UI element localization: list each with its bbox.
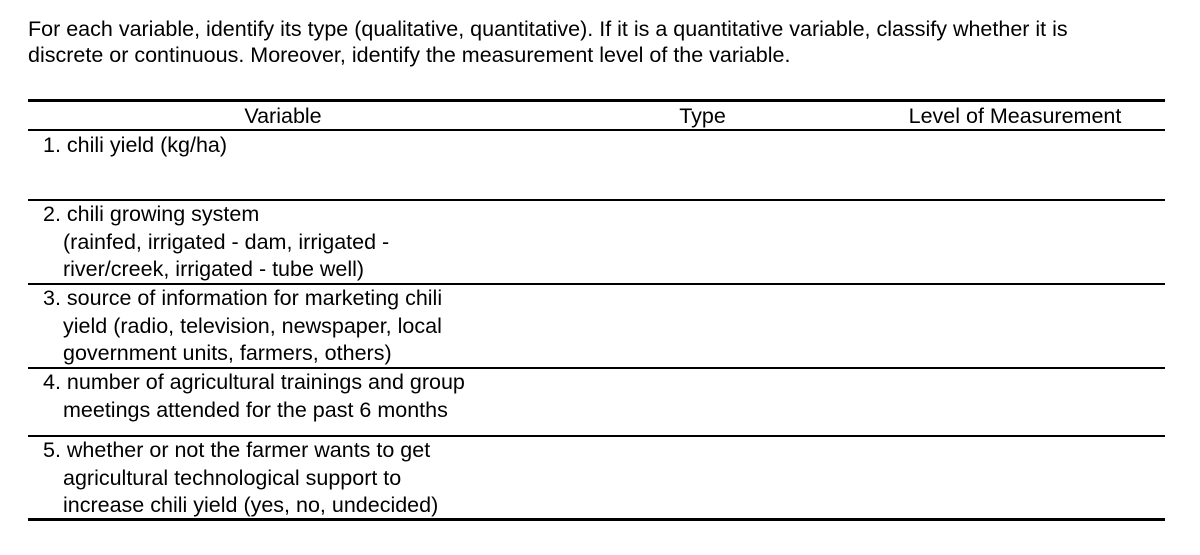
row-1-line-1: 1. chili yield (kg/ha): [43, 133, 228, 157]
table-row-2-variable: [43, 201, 563, 284]
row-5-line-3: increase chili yield (yes, no, undecided): [63, 493, 439, 517]
instructions: [28, 16, 1188, 68]
table-row-3-variable: [43, 285, 563, 368]
row-3-line-3: government units, farmers, others): [63, 341, 392, 365]
instructions-line-1: For each variable, identify its type (qualitative, quantitative). If it is a quantitative variable, classify whether it is: [28, 17, 1068, 41]
header-level-of-measurement: Level of Measurement: [908, 104, 1122, 128]
header-type: Type: [679, 104, 726, 128]
row-2-line-2: (rainfed, irrigated - dam, irrigated -: [63, 229, 390, 254]
header-variable: Variable: [244, 104, 322, 128]
row-2-line-1: 2. chili growing system: [43, 202, 260, 226]
row-2-line-3: river/creek, irrigated - tube well): [63, 257, 365, 281]
table-top-rule: [28, 99, 1165, 102]
instructions-line-2: discrete or continuous. Moreover, identify the measurement level of the variable.: [28, 43, 791, 67]
row-3-line-1: 3. source of information for marketing chili: [43, 286, 443, 310]
row-5-line-2: agricultural technological support to: [63, 465, 402, 490]
row-3-line-2: yield (radio, television, newspaper, local: [63, 313, 442, 338]
row-5-line-1: 5. whether or not the farmer wants to get: [43, 438, 431, 462]
header-bottom-rule: [28, 129, 1165, 131]
table-bottom-rule: [28, 518, 1165, 521]
row-4-line-2: meetings attended for the past 6 months: [63, 397, 448, 422]
row-4-line-1: 4. number of agricultural trainings and group: [43, 370, 465, 394]
table-row-4-variable: [43, 369, 563, 424]
table-row-1-variable: [43, 132, 563, 160]
table-row-5-variable: [43, 437, 563, 520]
